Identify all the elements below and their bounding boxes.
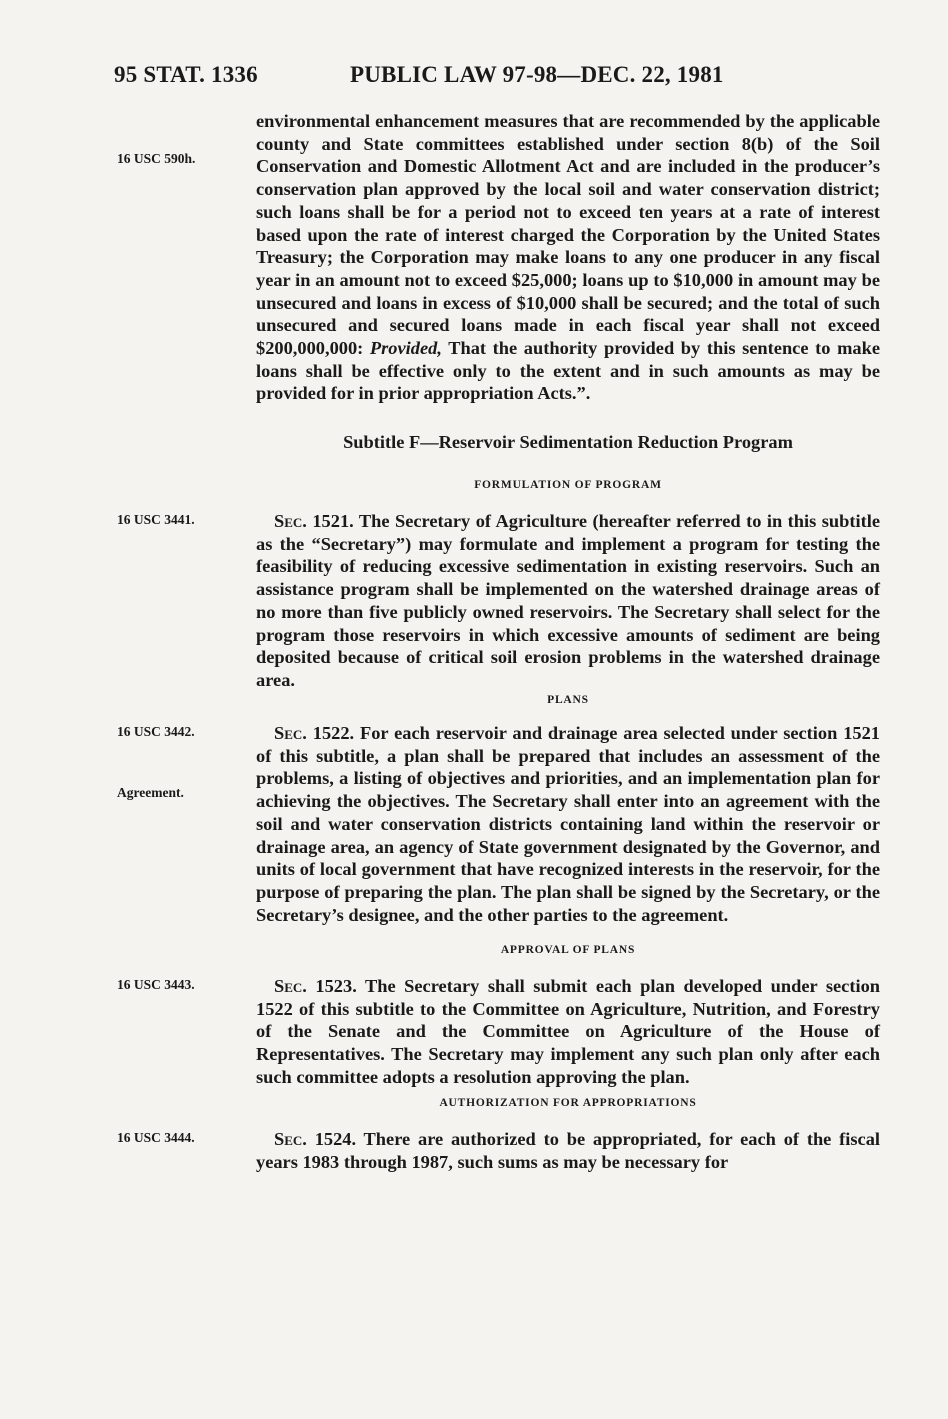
section-heading: AUTHORIZATION FOR APPROPRIATIONS: [439, 1097, 697, 1109]
section-text: 1522. For each reservoir and drainage area selected under section 1521 of this subtitle, a plan shall be prepared that includes an assessment of the problems, a listing of objectives and priorities, and an implementation plan for achieving the objectives. The Secretary shall enter into an agreement with the soil and water conservation districts containing land within the reservoir or drainage area, an agency of State government designated by the Governor, and units of local government that have recognized interests in the reservoir, for the purpose of preparing the plan. The plan shall be signed by the Secretary, or the Secretary’s designee, and the other parties to the agreement.: [256, 723, 880, 925]
paragraph-continuation: [256, 110, 880, 405]
section-1522: [256, 722, 880, 926]
section-text: 1524. There are authorized to be appropriated, for each of the fiscal years 1983 through 1987, such sums as may be necessary for: [256, 1129, 880, 1172]
section-label: Sec.: [274, 723, 307, 743]
margin-citation: 16 USC 3443.: [117, 977, 195, 992]
section-label: Sec.: [274, 976, 307, 996]
paragraph-text: environmental enhancement measures that are recommended by the applicable county and State committees established under section 8(b) of the Soil Conservation and Domestic Allotment Act and are included in the producer’s conservation plan approved by the local soil and water conservation district; such loans shall be for a period not to exceed ten years at a rate of interest based upon the rate of interest charged the Corporation by the United States Treasury; the Corporation may make loans to any one producer in any fiscal year in an amount not to exceed $25,000; loans up to $10,000 in amount may be unsecured and loans in excess of $10,000 shall be secured; and the total of such unsecured and secured loans made in each fiscal year shall not exceed $200,000,000:: [256, 111, 880, 359]
margin-citation: 16 USC 3441.: [117, 512, 195, 527]
margin-citation: 16 USC 3442.: [117, 724, 195, 739]
margin-citation: 16 USC 3444.: [117, 1130, 195, 1145]
section-heading: APPROVAL OF PLANS: [500, 944, 636, 956]
proviso-italic: Provided,: [369, 338, 442, 359]
margin-citation: 16 USC 590h.: [117, 151, 196, 166]
page-header: [114, 62, 884, 94]
running-title: PUBLIC LAW 97-98—DEC. 22, 1981: [350, 62, 724, 87]
statute-page-number: 95 STAT. 1336: [114, 62, 258, 87]
section-1524: [256, 1128, 880, 1173]
section-1523: [256, 975, 880, 1089]
paragraph-text-end: That the authority provided by this sentence to make loans shall be effective only to the extent and in such amounts as may be provided for in prior appropriation Acts.”.: [256, 338, 880, 404]
margin-note-agreement: Agreement.: [117, 785, 184, 800]
section-text: 1521. The Secretary of Agriculture (hereafter referred to in this subtitle as the “Secretary”) may formulate and implement a program for testing the feasibility of reducing excessive sedimentation in existing reservoirs. Such an assistance program shall be implemented on the watershed drainage areas of no more than five publicly owned reservoirs. The Secretary shall select for the program those reservoirs in which excessive amounts of sediment are being deposited because of critical soil erosion problems in the watershed drainage area.: [256, 511, 880, 690]
section-heading: PLANS: [547, 694, 589, 706]
section-heading: FORMULATION OF PROGRAM: [474, 479, 662, 491]
section-text: 1523. The Secretary shall submit each plan developed under section 1522 of this subtitle to the Committee on Agriculture, Nutrition, and Forestry of the Senate and the Committee on Agriculture of the House of Representatives. The Secretary may implement any such plan only after each such committee adopts a resolution approving the plan.: [256, 976, 880, 1087]
subtitle-heading: Subtitle F—Reservoir Sedimentation Reduction Program: [343, 432, 793, 452]
section-label: Sec.: [274, 1129, 307, 1149]
section-label: Sec.: [274, 511, 307, 531]
section-1521: [256, 510, 880, 692]
